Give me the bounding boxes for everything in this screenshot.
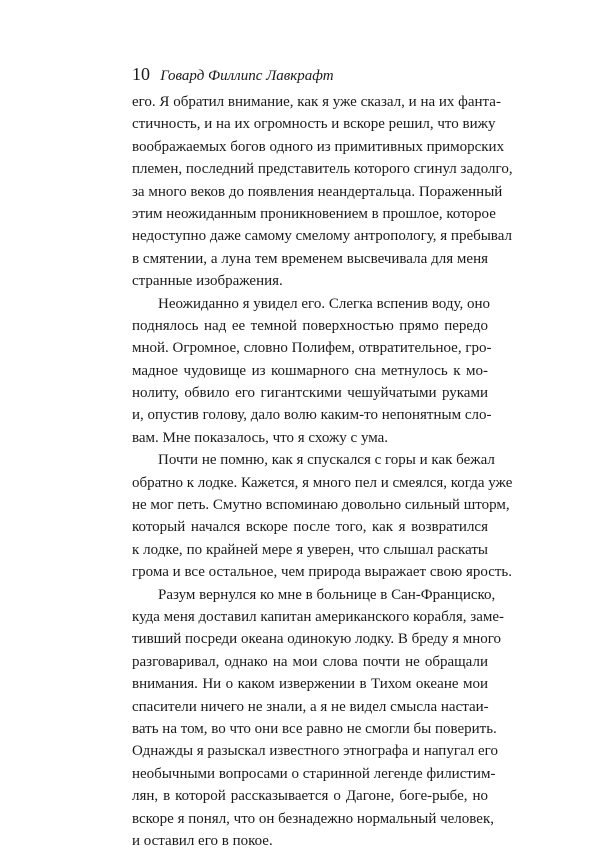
text-line: воображаемых богов одного из примитивных приморских [132, 138, 505, 155]
text-line: недоступно даже самому смелому антропологу, я пребывал [132, 228, 512, 245]
text-line: внимания. Ни о каком извержении в Тихом океане мои [132, 676, 488, 693]
text-line: племен, последний представитель которого сгинул задолго, [132, 161, 513, 178]
text-line: в смятении, а луна тем временем высвечивала для меня [132, 250, 488, 267]
paragraph [132, 91, 513, 293]
text-line: мадное чудовище из кошмарного сна метнулось к мо- [132, 362, 488, 379]
text-line: лян, в которой рассказывается о Дагоне, боге-рыбе, но [132, 788, 488, 805]
text-line: к лодке, по крайней мере я уверен, что слышал раскаты [132, 541, 488, 558]
running-title-author: Говард Филлипс Лавкрафт [160, 68, 334, 84]
text-line: его. Я обратил внимание, как я уже сказал, и на их фанта- [132, 94, 501, 110]
page-number: 10 [132, 64, 150, 84]
text-line: поднялось над ее темной поверхностью прямо передо [132, 317, 488, 334]
text-line: не мог петь. Смутно вспоминаю довольно сильный шторм, [132, 497, 510, 514]
text-line: и оставил его в покое. [132, 832, 273, 849]
text-line: за много веков до появления неандертальца. Пораженный [132, 183, 503, 200]
text-line: обратно к лодке. Кажется, я много пел и смеялся, когда уже [132, 474, 513, 491]
running-header [132, 64, 334, 86]
text-line: грома и все остальное, чем природа выражает свою ярость. [132, 564, 513, 581]
paragraph [132, 449, 513, 583]
text-line: вать на том, во что они все равно не смогли бы поверить. [132, 720, 497, 737]
text-line: спасители ничего не знали, а я не видел смысла настаи- [132, 698, 489, 715]
text-line: разговаривал, однако на мои слова почти не обращали [132, 653, 488, 670]
text-line: Разум вернулся ко мне в больнице в Сан-Франциско, [158, 586, 496, 603]
text-line: Почти не помню, как я спускался с горы и как бежал [158, 452, 495, 469]
text-line: и, опустив голову, дало волю каким-то непонятным сло- [132, 407, 492, 424]
text-line: вскоре я понял, что он безнадежно нормальный человек, [132, 810, 494, 827]
text-line: мной. Огромное, словно Полифем, отвратительное, гро- [132, 340, 492, 357]
text-line: этим неожиданным проникновением в прошлое, которое [132, 205, 496, 222]
text-line: тивший посреди океана одинокую лодку. В бреду я много [132, 631, 502, 648]
text-line: Однажды я разыскал известного этнографа и напугал его [132, 743, 498, 760]
text-line: вам. Мне показалось, что я схожу с ума. [132, 429, 389, 446]
text-line: который начался вскоре после того, как я возвратился [132, 519, 488, 536]
body-text [132, 91, 513, 852]
paragraph [132, 584, 504, 852]
text-line: необычными вопросами о старинной легенде филистим- [132, 765, 496, 782]
text-line: куда меня доставил капитан американского корабля, заме- [132, 608, 504, 625]
paragraph [132, 293, 492, 450]
text-line: странные изображения. [132, 273, 283, 290]
text-line: нолиту, обвило его гигантскими чешуйчатыми руками [132, 385, 488, 402]
text-line: стичность, и на их огромность и вскоре решил, что вижу [132, 116, 496, 133]
text-line: Неожиданно я увидел его. Слегка вспенив воду, оно [158, 295, 491, 312]
